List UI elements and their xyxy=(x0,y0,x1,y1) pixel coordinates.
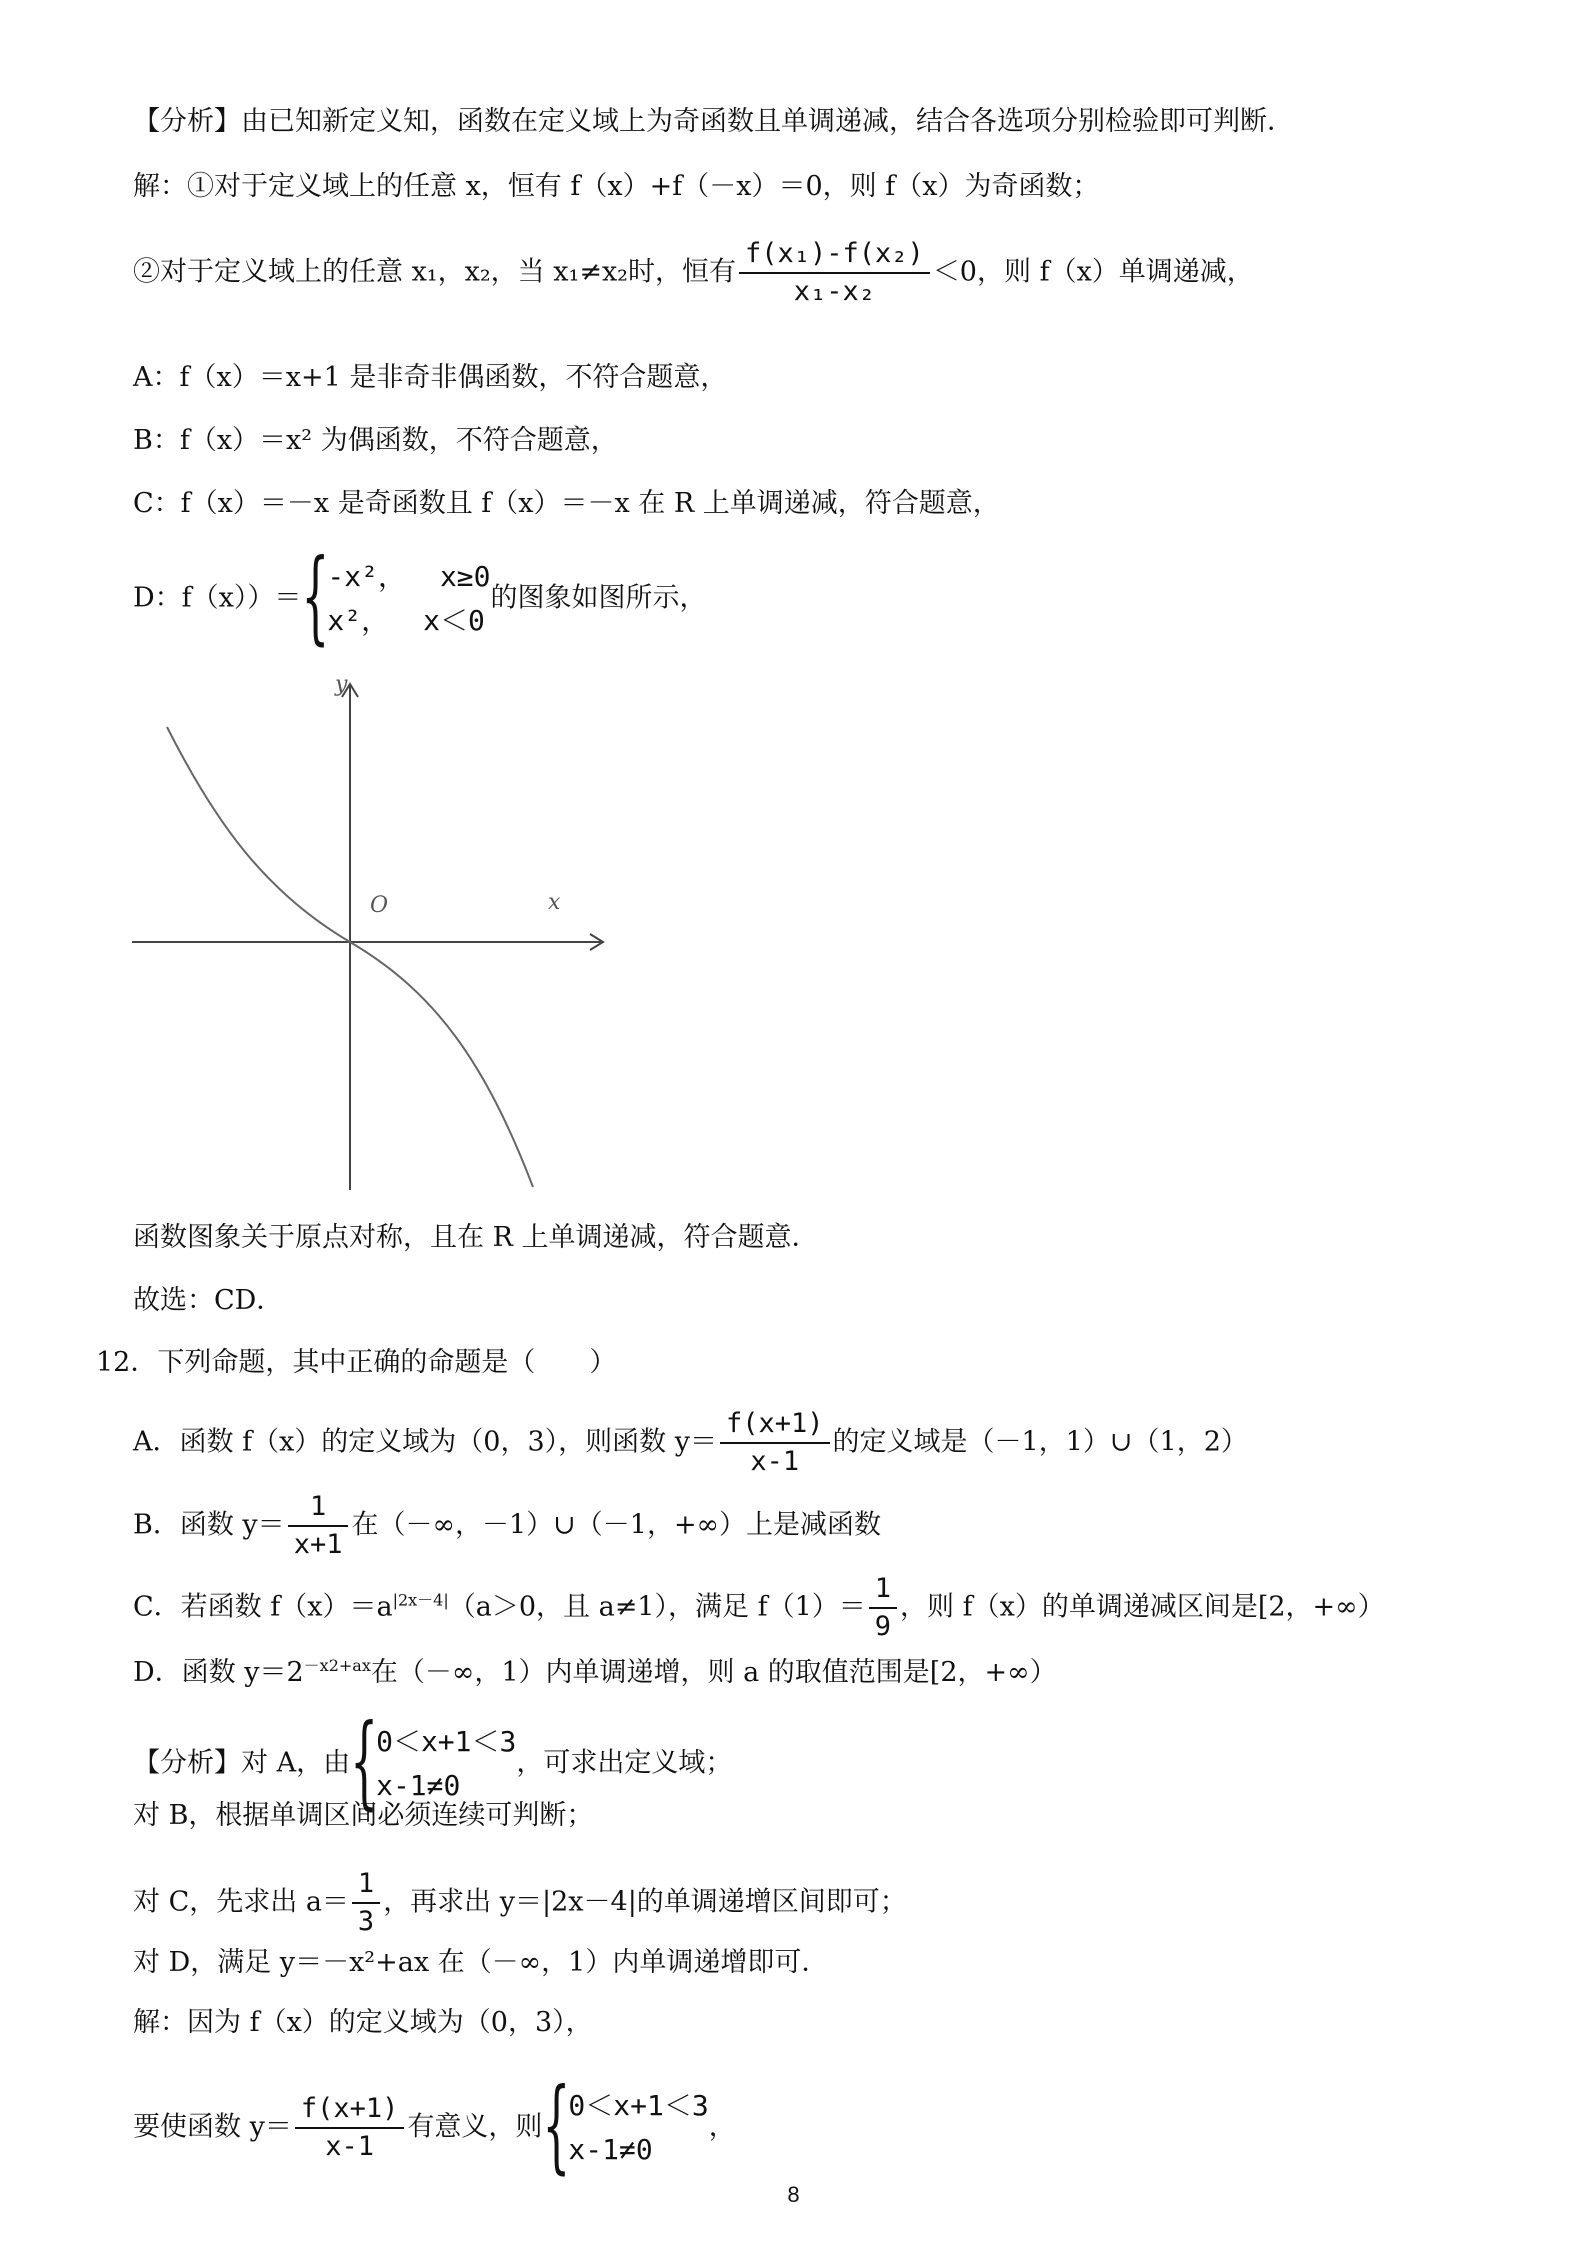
fraction-denominator: x-1 xyxy=(750,1446,800,1477)
solution-line-2-suffix: ＜0，则 f（x）单调递减， xyxy=(932,256,1254,288)
analysis-2-line-b: 对 B，根据单调区间必须连续可判断； xyxy=(133,1800,594,1831)
analysis-c-suffix: ，再求出 y＝|2x－4|的单调递增区间即可； xyxy=(383,1886,907,1918)
left-brace: { xyxy=(542,2068,571,2186)
graph-conclusion: 函数图象关于原点对称，且在 R 上单调递减，符合题意． xyxy=(133,1222,819,1253)
analysis-2-line-c xyxy=(133,1866,907,1940)
solution-4-fraction xyxy=(295,2091,405,2165)
solution-line-1: 解：①对于定义域上的任意 x，恒有 f（x）+f（－x）＝0，则 f（x）为奇函数； xyxy=(133,171,1100,202)
y-axis-label: y xyxy=(335,672,348,697)
option-c-prefix: C．若函数 f（x）＝a xyxy=(133,1591,393,1623)
piecewise-expr-1: -x²， xyxy=(327,560,406,593)
fraction-denominator: x-1 xyxy=(325,2131,374,2162)
piecewise-cond-2: x＜0 xyxy=(423,604,485,637)
question-12-option-b xyxy=(133,1489,881,1563)
x-axis-label: x xyxy=(548,890,561,915)
question-12-option-a xyxy=(133,1406,1248,1480)
difference-quotient-fraction xyxy=(739,236,930,310)
fraction-numerator: f(x₁)-f(x₂) xyxy=(739,236,930,274)
fraction-denominator: x+1 xyxy=(293,1529,343,1560)
option-d-analysis xyxy=(133,539,707,657)
left-brace: { xyxy=(350,1704,379,1822)
option-b-prefix: B．函数 y＝ xyxy=(133,1509,285,1541)
question-12-option-d xyxy=(133,1648,1057,1691)
fraction-numerator: 1 xyxy=(869,1571,897,1609)
option-a-analysis: A：f（x）＝x+1 是非奇非偶函数，不符合题意， xyxy=(133,362,728,393)
piecewise-row-2 xyxy=(327,599,490,643)
function-graph xyxy=(125,672,625,1202)
piecewise-expr-2: x²， xyxy=(327,604,390,637)
analysis-2-suffix: ，可求出定义域； xyxy=(516,1747,733,1779)
fraction-denominator: 3 xyxy=(357,1906,375,1937)
fraction-numerator: f(x+1) xyxy=(295,2091,405,2129)
fraction-denominator: x₁-x₂ xyxy=(793,276,876,307)
page-number: 8 xyxy=(787,2182,800,2207)
curve-right-branch xyxy=(350,942,533,1187)
fraction-numerator: 1 xyxy=(352,1866,380,1904)
option-a-suffix: 的定义域是（－1，1）∪（1，2） xyxy=(832,1426,1248,1458)
analysis-2-line-d: 对 D，满足 y＝－x²+ax 在（－∞，1）内单调递增即可． xyxy=(133,1947,829,1978)
option-d-suffix: 的图象如图所示， xyxy=(490,582,707,614)
analysis-paragraph: 【分析】由已知新定义知，函数在定义域上为奇函数且单调递减，结合各选项分别检验即可判断． xyxy=(133,106,1294,137)
origin-label: O xyxy=(370,893,389,918)
system-row-2: x-1≠0 xyxy=(376,1769,461,1802)
piecewise-function xyxy=(301,539,491,657)
system-row-1: 0＜x+1＜3 xyxy=(376,1725,517,1758)
solution-line-2-prefix: ②对于定义域上的任意 x₁，x₂，当 x₁≠x₂时，恒有 xyxy=(133,256,736,288)
option-c-analysis: C：f（x）＝－x 是奇函数且 f（x）＝－x 在 R 上单调递减，符合题意， xyxy=(133,488,1000,519)
system-row-1: 0＜x+1＜3 xyxy=(568,2089,709,2122)
piecewise-cond-1: x≥0 xyxy=(439,560,491,593)
system-row-2: x-1≠0 xyxy=(568,2133,653,2166)
option-b-fraction xyxy=(288,1489,349,1563)
option-d-prefix: D．函数 y＝2 xyxy=(133,1657,304,1688)
option-c-fraction xyxy=(869,1571,897,1645)
option-c-suffix: ，则 f（x）的单调递减区间是[2，+∞） xyxy=(900,1591,1385,1623)
option-a-prefix: A．函数 f（x）的定义域为（0，3），则函数 y＝ xyxy=(133,1426,717,1458)
solution-4-middle: 有意义，则 xyxy=(407,2111,543,2143)
solution-4-suffix: ， xyxy=(708,2111,736,2143)
option-a-fraction xyxy=(720,1406,830,1480)
inequality-system xyxy=(542,2068,709,2186)
fraction-denominator: 9 xyxy=(874,1611,892,1642)
curve-left-branch xyxy=(167,727,350,942)
analysis-2-prefix: 【分析】对 A，由 xyxy=(133,1747,351,1779)
solution-4-prefix: 要使函数 y＝ xyxy=(133,2111,292,2143)
solution-line-2 xyxy=(133,236,1254,310)
option-c-middle: （a＞0，且 a≠1），满足 f（1）＝ xyxy=(448,1591,866,1623)
answer-choice: 故选：CD． xyxy=(133,1285,284,1316)
option-d-exponent: －x2+ax xyxy=(303,1656,371,1675)
inequality-system xyxy=(350,1704,517,1822)
question-12-option-c xyxy=(133,1571,1385,1645)
analysis-c-prefix: 对 C，先求出 a＝ xyxy=(133,1886,349,1918)
analysis-c-fraction xyxy=(352,1866,380,1940)
solution-4-line xyxy=(133,2068,736,2186)
question-12-stem: 12．下列命题，其中正确的命题是（ ） xyxy=(96,1347,617,1378)
option-b-suffix: 在（－∞，－1）∪（－1，+∞）上是减函数 xyxy=(351,1509,882,1541)
option-c-exponent: |2x－4| xyxy=(392,1590,449,1610)
left-brace: { xyxy=(301,539,330,657)
solution-3-line: 解：因为 f（x）的定义域为（0，3）， xyxy=(133,2007,593,2038)
fraction-numerator: 1 xyxy=(288,1489,349,1527)
option-b-analysis: B：f（x）＝x² 为偶函数，不符合题意， xyxy=(133,425,618,456)
fraction-numerator: f(x+1) xyxy=(720,1406,830,1444)
option-d-suffix: 在（－∞，1）内单调递增，则 a 的取值范围是[2，+∞） xyxy=(370,1657,1057,1688)
piecewise-row-1 xyxy=(327,555,490,599)
option-d-prefix: D：f（x））＝ xyxy=(133,582,302,614)
